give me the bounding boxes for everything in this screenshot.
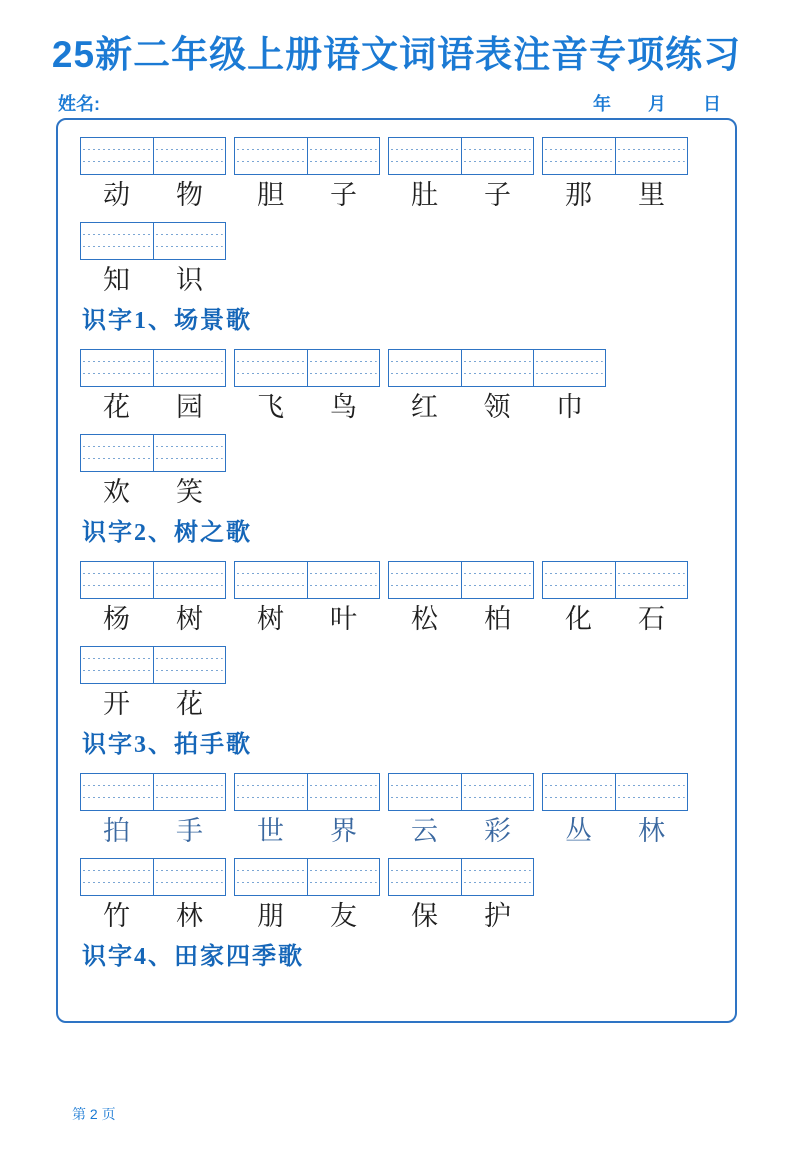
pinyin-write-box[interactable] xyxy=(80,773,226,811)
pinyin-write-box[interactable] xyxy=(234,773,380,811)
pinyin-write-box[interactable] xyxy=(80,222,226,260)
word-group xyxy=(542,137,688,210)
word-characters xyxy=(80,477,226,507)
pinyin-cell[interactable] xyxy=(153,774,225,810)
pinyin-write-box[interactable] xyxy=(388,137,534,175)
pinyin-cell[interactable] xyxy=(81,350,153,386)
character: 巾 xyxy=(556,392,584,422)
character: 飞 xyxy=(257,392,284,422)
word-characters xyxy=(80,901,226,931)
character: 红 xyxy=(410,392,438,422)
word-group xyxy=(388,858,534,931)
word-characters xyxy=(388,604,534,634)
word-characters xyxy=(234,604,380,634)
page-number: 第 2 页 xyxy=(72,1106,116,1122)
character: 花 xyxy=(103,392,130,422)
pinyin-write-box[interactable] xyxy=(80,137,226,175)
pinyin-cell[interactable] xyxy=(307,562,379,598)
word-group xyxy=(542,773,688,846)
word-group xyxy=(234,137,380,210)
word-characters xyxy=(80,689,226,719)
character: 肚 xyxy=(411,180,438,210)
pinyin-cell[interactable] xyxy=(543,138,615,174)
pinyin-cell[interactable] xyxy=(461,562,533,598)
word-characters xyxy=(542,816,688,846)
character: 松 xyxy=(411,604,438,634)
pinyin-cell[interactable] xyxy=(307,350,379,386)
pinyin-cell[interactable] xyxy=(153,138,225,174)
pinyin-cell[interactable] xyxy=(389,859,461,895)
word-characters xyxy=(234,392,380,422)
pinyin-cell[interactable] xyxy=(533,350,605,386)
worksheet-body xyxy=(56,118,737,1023)
word-characters xyxy=(542,180,688,210)
pinyin-write-box[interactable] xyxy=(80,646,226,684)
pinyin-write-box[interactable] xyxy=(234,561,380,599)
character: 园 xyxy=(176,392,203,422)
character: 保 xyxy=(411,901,438,931)
pinyin-cell[interactable] xyxy=(81,774,153,810)
word-group xyxy=(80,646,226,719)
character: 那 xyxy=(565,180,592,210)
pinyin-cell[interactable] xyxy=(461,859,533,895)
character: 子 xyxy=(484,180,511,210)
word-row xyxy=(80,646,725,719)
character: 林 xyxy=(638,816,665,846)
pinyin-cell[interactable] xyxy=(81,859,153,895)
word-characters xyxy=(80,265,226,295)
character: 云 xyxy=(411,816,438,846)
character: 领 xyxy=(483,392,511,422)
word-group xyxy=(80,858,226,931)
word-group xyxy=(234,858,380,931)
word-characters xyxy=(388,180,534,210)
character: 树 xyxy=(257,604,284,634)
pinyin-cell[interactable] xyxy=(153,859,225,895)
character: 子 xyxy=(330,180,357,210)
character: 竹 xyxy=(103,901,130,931)
word-group xyxy=(80,773,226,846)
character: 拍 xyxy=(103,816,130,846)
pinyin-cell[interactable] xyxy=(81,647,153,683)
pinyin-write-box[interactable] xyxy=(234,349,380,387)
pinyin-cell[interactable] xyxy=(461,138,533,174)
character: 叶 xyxy=(330,604,357,634)
character: 杨 xyxy=(103,604,130,634)
pinyin-cell[interactable] xyxy=(235,350,307,386)
pinyin-cell[interactable] xyxy=(461,350,533,386)
character: 友 xyxy=(330,901,357,931)
word-characters xyxy=(388,392,606,422)
word-group xyxy=(388,773,534,846)
character: 鸟 xyxy=(330,392,357,422)
pinyin-write-box[interactable] xyxy=(80,561,226,599)
pinyin-cell[interactable] xyxy=(153,435,225,471)
pinyin-cell[interactable] xyxy=(153,350,225,386)
pinyin-write-box[interactable] xyxy=(388,858,534,896)
pinyin-cell[interactable] xyxy=(543,562,615,598)
pinyin-cell[interactable] xyxy=(235,859,307,895)
pinyin-cell[interactable] xyxy=(615,562,687,598)
character: 胆 xyxy=(257,180,284,210)
pinyin-cell[interactable] xyxy=(543,774,615,810)
word-characters xyxy=(80,392,226,422)
character: 花 xyxy=(176,689,203,719)
pinyin-write-box[interactable] xyxy=(388,561,534,599)
day-label: 日 xyxy=(703,94,721,114)
pinyin-cell[interactable] xyxy=(461,774,533,810)
word-characters xyxy=(388,816,534,846)
character: 知 xyxy=(103,265,130,295)
character: 朋 xyxy=(257,901,284,931)
pinyin-cell[interactable] xyxy=(235,774,307,810)
character: 物 xyxy=(176,180,203,210)
character: 识 xyxy=(176,265,203,295)
character: 护 xyxy=(484,901,511,931)
pinyin-write-box[interactable] xyxy=(542,137,688,175)
pinyin-cell[interactable] xyxy=(81,562,153,598)
character: 动 xyxy=(103,180,130,210)
word-group xyxy=(388,349,606,422)
pinyin-cell[interactable] xyxy=(235,138,307,174)
page-title: 25新二年级上册语文词语表注音专项练习 xyxy=(51,34,742,75)
year-label: 年 xyxy=(593,94,611,114)
word-row xyxy=(80,773,725,846)
date-labels xyxy=(593,90,721,116)
word-group xyxy=(234,349,380,422)
character: 笑 xyxy=(176,477,203,507)
pinyin-write-box[interactable] xyxy=(234,858,380,896)
pinyin-cell[interactable] xyxy=(153,647,225,683)
pinyin-write-box[interactable] xyxy=(388,349,606,387)
pinyin-cell[interactable] xyxy=(235,562,307,598)
word-characters xyxy=(542,604,688,634)
character: 手 xyxy=(176,816,203,846)
pinyin-cell[interactable] xyxy=(389,562,461,598)
character: 欢 xyxy=(103,477,130,507)
pinyin-write-box[interactable] xyxy=(80,434,226,472)
pinyin-cell[interactable] xyxy=(389,138,461,174)
pinyin-write-box[interactable] xyxy=(80,858,226,896)
word-row xyxy=(80,349,725,422)
pinyin-cell[interactable] xyxy=(153,223,225,259)
section-heading: 识字2、树之歌 xyxy=(82,520,252,546)
pinyin-cell[interactable] xyxy=(307,774,379,810)
character: 彩 xyxy=(484,816,511,846)
character: 开 xyxy=(103,689,130,719)
word-group xyxy=(80,222,226,295)
word-row xyxy=(80,434,725,507)
word-characters xyxy=(234,180,380,210)
character: 丛 xyxy=(565,816,592,846)
character: 世 xyxy=(257,816,284,846)
meta-row xyxy=(58,90,735,116)
character: 柏 xyxy=(484,604,511,634)
pinyin-cell[interactable] xyxy=(389,774,461,810)
word-row xyxy=(80,561,725,634)
pinyin-write-box[interactable] xyxy=(234,137,380,175)
pinyin-write-box[interactable] xyxy=(388,773,534,811)
pinyin-cell[interactable] xyxy=(389,350,461,386)
name-label: 姓名: xyxy=(58,94,100,114)
pinyin-cell[interactable] xyxy=(615,138,687,174)
word-group xyxy=(234,773,380,846)
word-row xyxy=(80,222,725,295)
word-group xyxy=(388,561,534,634)
character: 林 xyxy=(176,901,203,931)
word-group xyxy=(80,434,226,507)
word-characters xyxy=(388,901,534,931)
word-characters xyxy=(234,901,380,931)
character: 树 xyxy=(176,604,203,634)
word-group xyxy=(542,561,688,634)
pinyin-cell[interactable] xyxy=(81,138,153,174)
pinyin-cell[interactable] xyxy=(615,774,687,810)
word-group xyxy=(234,561,380,634)
word-characters xyxy=(234,816,380,846)
section-heading: 识字1、场景歌 xyxy=(82,308,252,334)
word-characters xyxy=(80,180,226,210)
pinyin-write-box[interactable] xyxy=(80,349,226,387)
pinyin-cell[interactable] xyxy=(307,859,379,895)
word-group xyxy=(388,137,534,210)
character: 化 xyxy=(565,604,592,634)
word-row xyxy=(80,858,725,931)
pinyin-cell[interactable] xyxy=(81,435,153,471)
pinyin-cell[interactable] xyxy=(307,138,379,174)
word-characters xyxy=(80,604,226,634)
character: 界 xyxy=(330,816,357,846)
month-label: 月 xyxy=(648,94,666,114)
word-group xyxy=(80,349,226,422)
word-characters xyxy=(80,816,226,846)
pinyin-write-box[interactable] xyxy=(542,773,688,811)
character: 里 xyxy=(638,180,665,210)
word-group xyxy=(80,561,226,634)
section-heading: 识字3、拍手歌 xyxy=(82,732,252,758)
pinyin-write-box[interactable] xyxy=(542,561,688,599)
section-heading: 识字4、田家四季歌 xyxy=(82,944,304,970)
character: 石 xyxy=(638,604,665,634)
word-row xyxy=(80,137,725,210)
pinyin-cell[interactable] xyxy=(81,223,153,259)
word-group xyxy=(80,137,226,210)
pinyin-cell[interactable] xyxy=(153,562,225,598)
